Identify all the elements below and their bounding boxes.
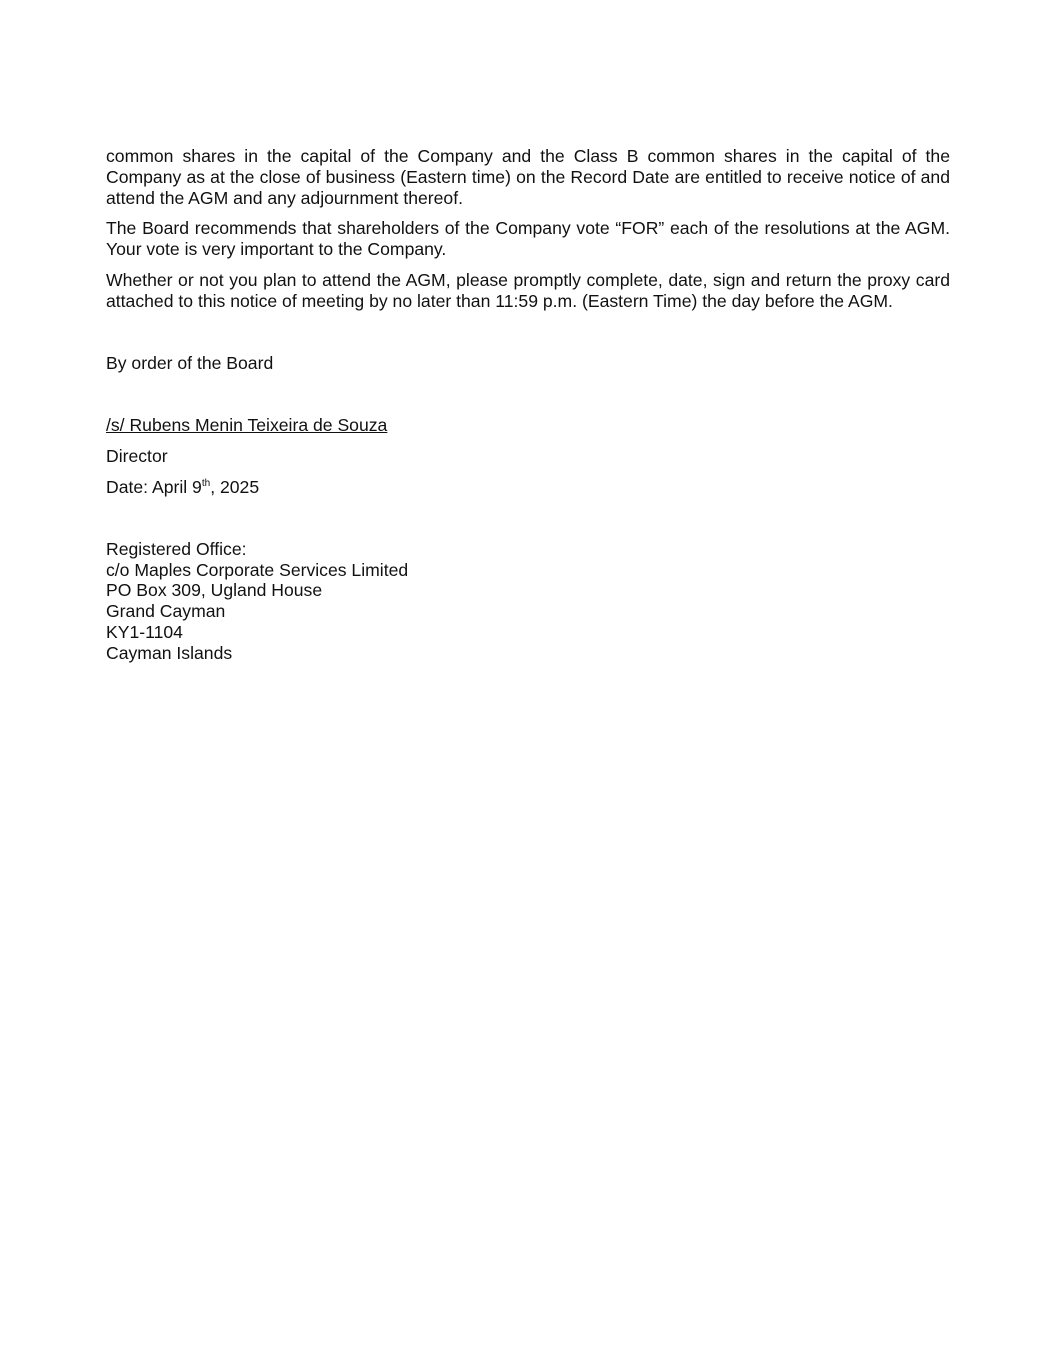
signatory-role: Director — [106, 446, 168, 467]
address-line: Cayman Islands — [106, 642, 233, 663]
recommendation-paragraph: The Board recommends that shareholders of the Company vote “FOR” each of the resolutions at the AGM. Your vote is very important to the Company. — [106, 218, 950, 260]
date-year: , 2025 — [210, 476, 260, 497]
address-line: Grand Cayman — [106, 601, 226, 622]
notice-page — [106, 146, 950, 664]
proxy-instructions-paragraph: Whether or not you plan to attend the AGM, please promptly complete, date, sign and return the proxy card attached to this notice of meeting by no later than 11:59 p.m. (Eastern Time) the day before the AGM. — [106, 269, 950, 311]
notice-date — [106, 477, 950, 498]
address-line: KY1-1104 — [106, 621, 183, 642]
registered-office-heading: Registered Office: — [106, 538, 247, 559]
date-ordinal-suffix: th — [201, 477, 211, 489]
signature-line: /s/ Rubens Menin Teixeira de Souza — [106, 415, 388, 436]
address-line: c/o Maples Corporate Services Limited — [106, 559, 409, 580]
date-prefix: Date: April 9 — [106, 476, 202, 497]
address-line: PO Box 309, Ugland House — [106, 580, 323, 601]
registered-office-block — [106, 539, 950, 664]
eligibility-paragraph: common shares in the capital of the Company and the Class B common shares in the capital of the Company as at the close of business (Eastern time) on the Record Date are entitled to receive notice of and attend the AGM and any adjournment thereof. — [106, 146, 950, 208]
signoff-line: By order of the Board — [106, 352, 274, 373]
